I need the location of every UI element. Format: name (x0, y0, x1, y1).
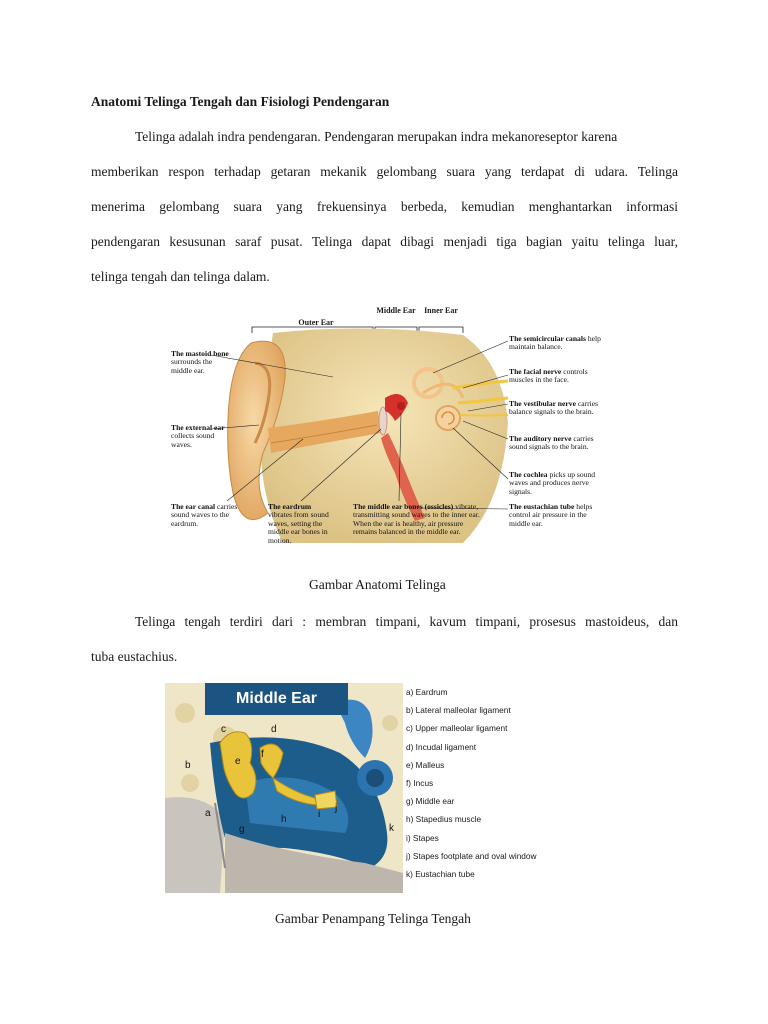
mastoid-bone-label (171, 350, 233, 375)
letter-k: k (389, 823, 394, 834)
label-text: carries balance signals to the brain. (509, 399, 599, 417)
label-text: carries sound signals to the brain. (509, 434, 594, 452)
key-item: b) Lateral malleolar ligament (406, 705, 511, 716)
ear-canal-label (171, 503, 255, 528)
key-item: h) Stapedius muscle (406, 814, 482, 825)
middle-ear-title: Middle Ear (236, 690, 317, 707)
label-title: The vestibular nerve (509, 399, 576, 408)
letter-i: i (318, 809, 321, 820)
facial-nerve-label (509, 368, 607, 385)
auditory-nerve-label (509, 435, 607, 452)
letter-d: d (271, 724, 277, 735)
label-title: The mastoid bone (171, 349, 229, 358)
paragraph-line: Telinga adalah indra pendengaran. Pendengaran merupakan indra mekanoreseptor karena (135, 129, 618, 144)
label-text: collects sound waves. (171, 431, 215, 449)
letter-c: c (221, 724, 226, 735)
label-title: The eustachian tube (509, 502, 575, 511)
label-title: The eardrum (268, 502, 312, 511)
outer-ear-header: Outer Ear (298, 318, 334, 327)
paragraph-middle-ear (91, 604, 678, 674)
label-title: The external ear (171, 423, 225, 432)
letter-b: b (185, 760, 191, 771)
label-title: The auditory nerve (509, 434, 572, 443)
label-text: picks up sound waves and produces nerve signals. (509, 470, 596, 496)
ear-anatomy-figure (163, 303, 608, 565)
paragraph-line: menerima gelombang suara yang frekuensinya berbeda, kemudian menghantarkan informasi (91, 199, 678, 214)
paragraph-line: tuba eustachius. (91, 649, 178, 664)
key-item: a) Eardrum (406, 687, 448, 697)
ossicles-label (353, 503, 485, 537)
key-item: j) Stapes footplate and oval window (406, 850, 537, 861)
paragraph-line: memberikan respon terhadap getaran mekanik gelombang suara yang terdapat di udara. Telinga (91, 164, 678, 179)
eustachian-tube-label (509, 503, 607, 528)
label-text: vibrates from sound waves, setting the middle ear bones in motion. (268, 510, 329, 545)
label-title: The semicircular canals (509, 334, 586, 343)
paragraph-line: telinga tengah dan telinga dalam. (91, 269, 270, 284)
paragraph-line: Telinga tengah terdiri dari : membran timpani, kavum timpani, prosesus mastoideus, dan (135, 614, 678, 629)
vestibular-nerve-label (509, 400, 607, 417)
paragraph-intro (91, 119, 678, 294)
middle-ear-figure (165, 683, 601, 893)
letter-e: e (235, 756, 241, 767)
key-item: k) Eustachian tube (406, 868, 475, 879)
letter-j: j (335, 803, 338, 814)
label-text: helps control air pressure in the middle ear. (509, 502, 593, 528)
label-title: The cochlea (509, 470, 548, 479)
key-item: g) Middle ear (406, 796, 455, 807)
label-text: carries sound waves to the eardrum. (171, 502, 238, 528)
middle-ear-key (406, 683, 601, 883)
label-text: surrounds the middle ear. (171, 357, 213, 375)
letter-g: g (239, 824, 245, 835)
key-item: f) Incus (406, 777, 434, 788)
letter-h: h (281, 814, 287, 825)
key-item: d) Incudal ligament (406, 741, 477, 752)
semicircular-canals-label (509, 335, 607, 352)
label-text: vibrate, transmitting sound waves to the inner ear. When the ear is healthy, air pressure remains balanced in the middle ear. (353, 502, 480, 537)
figure1-caption: Gambar Anatomi Telinga (309, 577, 446, 592)
label-title: The ear canal (171, 502, 216, 511)
key-item: c) Upper malleolar ligament (406, 723, 508, 734)
inner-ear-header: Inner Ear (424, 306, 458, 315)
label-title: The facial nerve (509, 367, 562, 376)
section-heading: Anatomi Telinga Tengah dan Fisiologi Pendengaran (91, 94, 390, 109)
letter-f: f (261, 749, 264, 760)
middle-ear-header: Middle Ear (376, 306, 416, 315)
paragraph-line: pendengaran kesusunan saraf pusat. Telinga dapat dibagi menjadi tiga bagian yaitu telinga luar, (91, 234, 678, 249)
key-item: e) Malleus (406, 759, 445, 770)
key-item: i) Stapes (406, 832, 439, 843)
external-ear-label (171, 424, 227, 449)
eardrum-label (268, 503, 332, 545)
label-title: The middle ear bones (ossicles) (353, 502, 454, 511)
label-text: help maintain balance. (509, 334, 601, 352)
cochlea-label (509, 471, 607, 496)
letter-a: a (205, 808, 211, 819)
figure2-caption: Gambar Penampang Telinga Tengah (275, 911, 471, 926)
label-text: controls muscles in the face. (509, 367, 588, 385)
